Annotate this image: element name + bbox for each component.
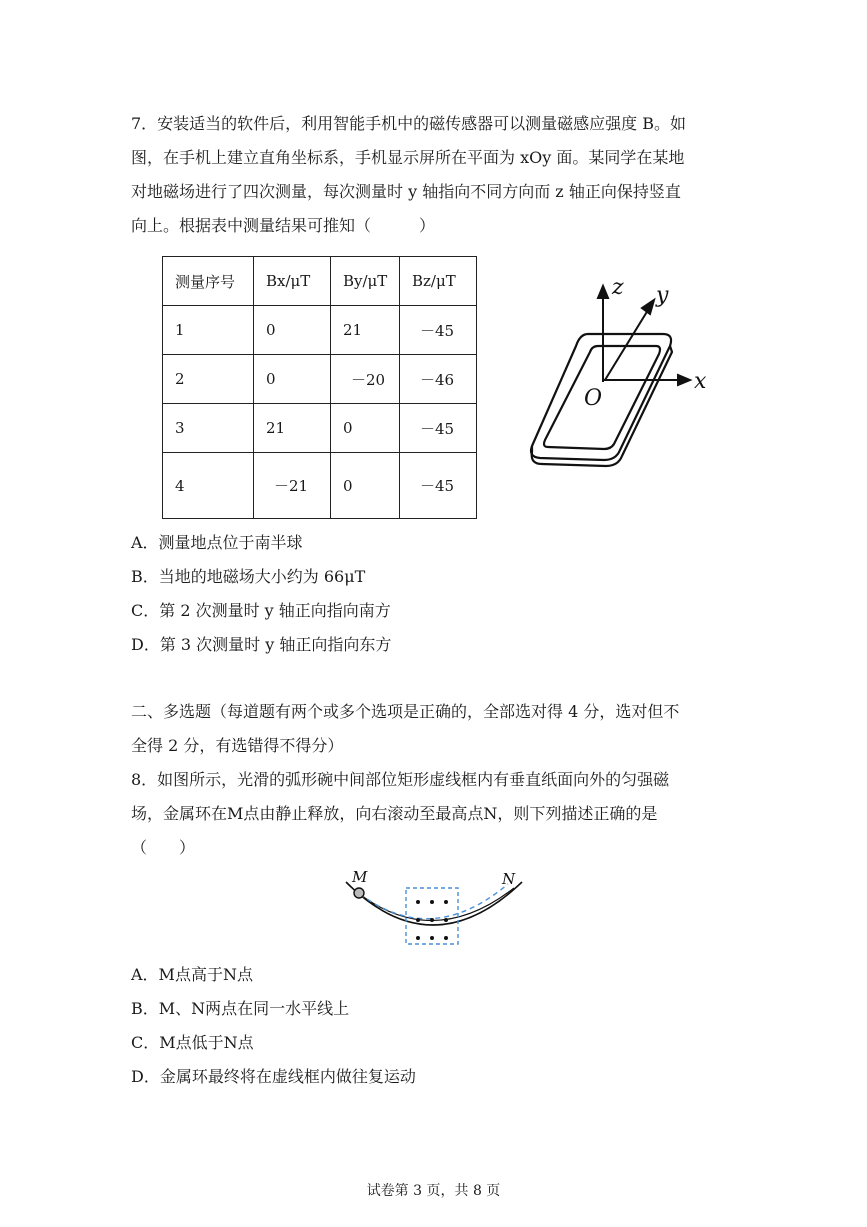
table-cell: 0 xyxy=(331,404,400,453)
axis-label-z: z xyxy=(612,275,624,300)
point-label-n: N xyxy=(502,870,516,888)
table-header-cell: 测量序号 xyxy=(163,257,254,306)
table-cell: －45 xyxy=(400,404,477,453)
table-cell: 1 xyxy=(163,306,254,355)
table-header-cell: Bx/μT xyxy=(254,257,331,306)
origin-label: O xyxy=(584,386,603,411)
magnetic-field-box xyxy=(406,888,458,944)
axis-label-y: y xyxy=(656,283,669,308)
q7-option-a: A．测量地点位于南半球 xyxy=(131,533,303,552)
q7-option-b: B．当地的地磁场大小约为 66μT xyxy=(131,567,366,586)
table-header-row xyxy=(163,257,477,306)
q7-line-3: 对地磁场进行了四次测量，每次测量时 y 轴指向不同方向而 z 轴正向保持竖直 xyxy=(131,182,681,201)
table-header-cell: By/μT xyxy=(331,257,400,306)
table-cell: 21 xyxy=(331,306,400,355)
q8-option-d: D．金属环最终将在虚线框内做往复运动 xyxy=(131,1067,416,1086)
q8-line-1: 8．如图所示，光滑的弧形碗中间部位矩形虚线框内有垂直纸面向外的匀强磁 xyxy=(131,770,670,789)
table-header-cell: Bz/μT xyxy=(400,257,477,306)
q7-line-4: 向上。根据表中测量结果可推知（ ） xyxy=(131,216,436,235)
section2-line-1: 二、多选题（每道题有两个或多个选项是正确的，全部选对得 4 分，选对但不 xyxy=(131,702,680,721)
table-cell: 4 xyxy=(163,453,254,519)
q7-option-c: C．第 2 次测量时 y 轴正向指向南方 xyxy=(131,601,391,620)
measurement-table xyxy=(162,256,477,519)
table-cell: －46 xyxy=(400,355,477,404)
point-label-m: M xyxy=(352,868,368,886)
q8-line-2: 场，金属环在M点由静止释放，向右滚动至最高点N，则下列描述正确的是 xyxy=(131,804,658,823)
table-cell: －45 xyxy=(400,306,477,355)
bowl-inner-arc xyxy=(354,888,514,921)
table-cell: 21 xyxy=(254,404,331,453)
table-cell: －20 xyxy=(331,355,400,404)
section2-line-2: 全得 2 分，有选错得不得分） xyxy=(131,736,344,755)
axis-label-x: x xyxy=(694,369,707,394)
table-cell: 2 xyxy=(163,355,254,404)
q8-option-c: C．M点低于N点 xyxy=(131,1033,254,1052)
table-row xyxy=(163,355,477,404)
q7-line-1: 7．安装适当的软件后，利用智能手机中的磁传感器可以测量磁感应强度 B。如 xyxy=(131,114,687,133)
q7-line-2: 图，在手机上建立直角坐标系，手机显示屏所在平面为 xOy 面。某同学在某地 xyxy=(131,148,685,167)
table-cell: 3 xyxy=(163,404,254,453)
table-cell: －45 xyxy=(400,453,477,519)
table-cell: 0 xyxy=(254,355,331,404)
phone-axes-figure xyxy=(518,272,728,472)
table-cell: －21 xyxy=(254,453,331,519)
q8-option-b: B．M、N两点在同一水平线上 xyxy=(131,999,350,1018)
q7-option-d: D．第 3 次测量时 y 轴正向指向东方 xyxy=(131,635,392,654)
q8-line-3: （ ） xyxy=(131,838,196,857)
trajectory-path xyxy=(360,884,508,919)
page-footer: 试卷第 3 页，共 8 页 xyxy=(366,1183,501,1199)
table-row xyxy=(163,404,477,453)
table-row xyxy=(163,453,477,519)
table-cell: 0 xyxy=(331,453,400,519)
table-cell: 0 xyxy=(254,306,331,355)
metal-ring xyxy=(354,888,364,898)
q8-option-a: A．M点高于N点 xyxy=(131,965,253,984)
table-row xyxy=(163,306,477,355)
bowl-figure xyxy=(340,868,530,950)
